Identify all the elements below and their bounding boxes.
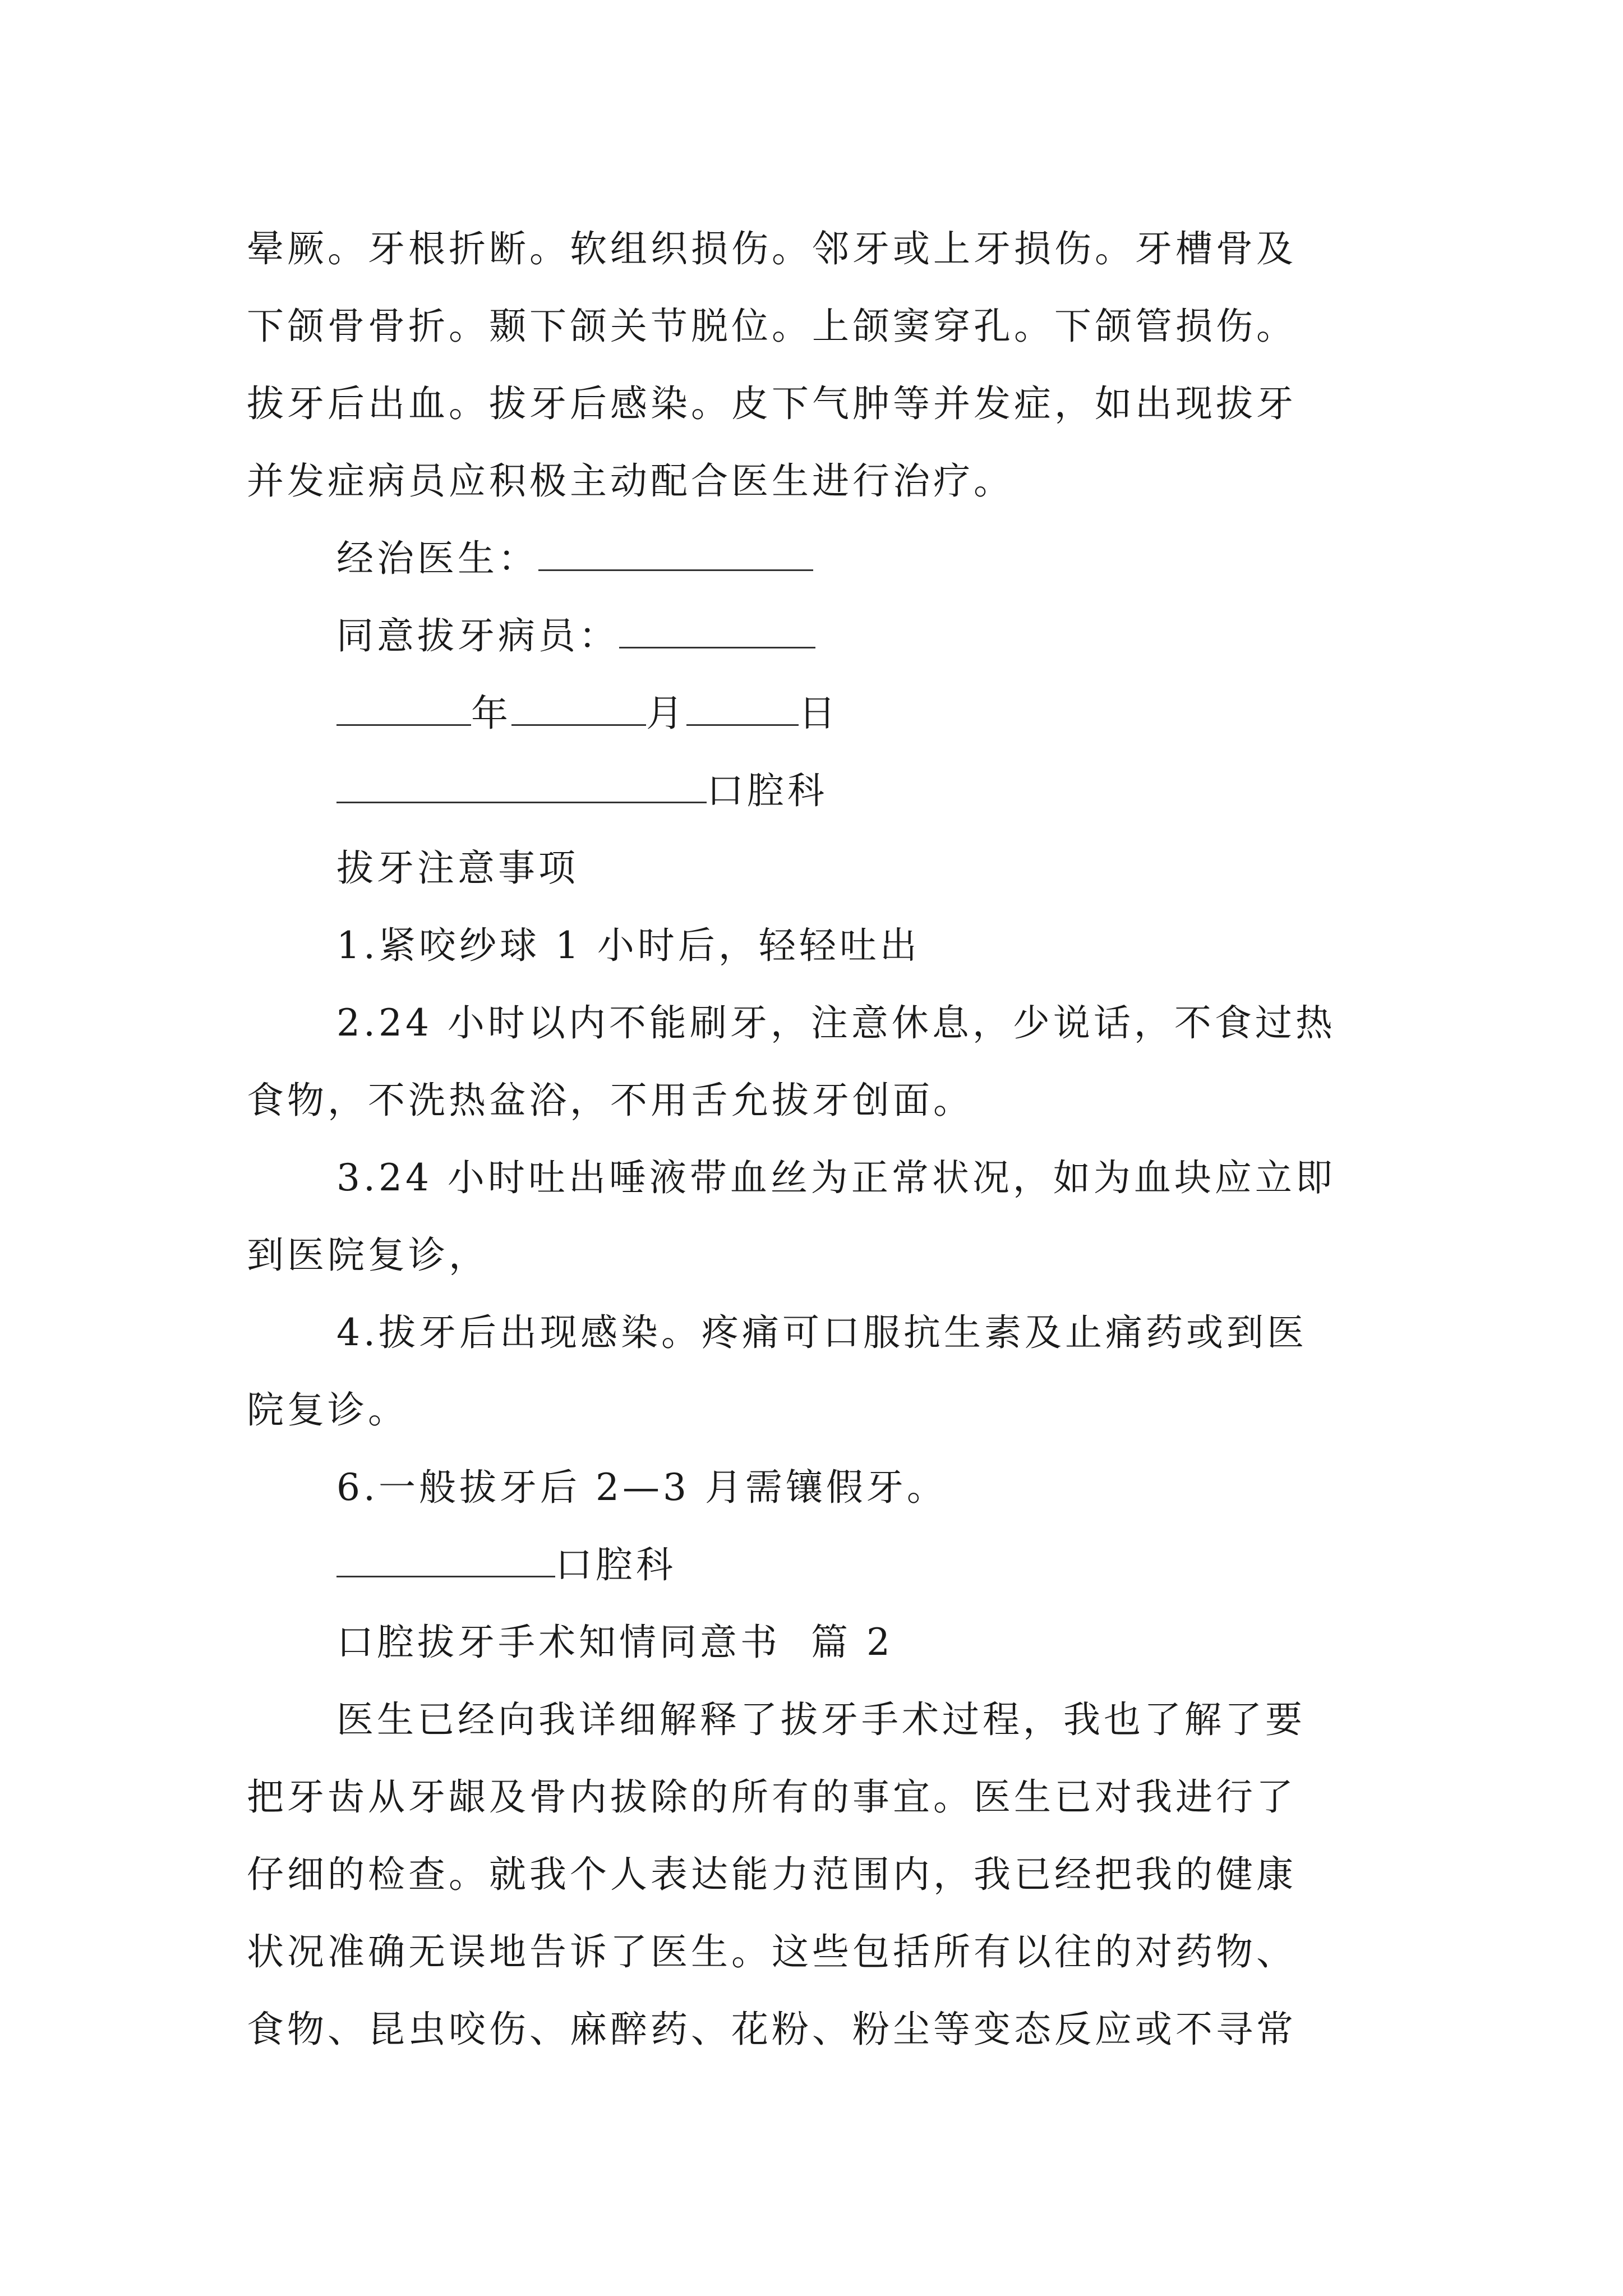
patient-label: 同意拔牙病员：	[336, 614, 619, 657]
paragraph-line: 拔牙后出血。拔牙后感染。皮下气肿等并发症，如出现拔牙	[247, 382, 1297, 425]
notes-department-blank	[336, 1541, 555, 1577]
paragraph-line: 并发症病员应积极主动配合医生进行治疗。	[247, 459, 1014, 503]
patient-signature-blank	[619, 612, 815, 648]
year-label: 年	[471, 692, 511, 735]
day-blank	[686, 689, 799, 726]
department-blank	[336, 767, 707, 803]
note-item-2: 2.24 小时以内不能刷牙，注意休息，少说话，不食过热	[336, 1001, 1336, 1045]
note-item-6: 6.一般拔牙后 2—3 月需镶假牙。	[336, 1466, 947, 1509]
note-item-4-cont: 院复诊。	[247, 1388, 408, 1432]
doctor-label: 经治医生：	[336, 537, 538, 580]
patient-signature-line	[247, 597, 1413, 675]
note-item-1: 1.紧咬纱球 1 小时后，轻轻吐出	[336, 924, 920, 967]
department-label: 口腔科	[707, 769, 828, 812]
section-paragraph-line: 仔细的检查。就我个人表达能力范围内，我已经把我的健康	[247, 1853, 1297, 1896]
notes-department-label: 口腔科	[555, 1543, 676, 1586]
section-paragraph-line: 医生已经向我详细解释了拔牙手术过程，我也了解了要	[336, 1698, 1306, 1741]
department-line	[247, 752, 1413, 830]
section-paragraph-line: 食物、昆虫咬伤、麻醉药、花粉、粉尘等变态反应或不寻常	[247, 2008, 1297, 2051]
note-item-3-cont: 到医院复诊，	[247, 1234, 489, 1277]
paragraph-line: 晕厥。牙根折断。软组织损伤。邻牙或上牙损伤。牙槽骨及	[247, 227, 1297, 270]
section-paragraph-line: 状况准确无误地告诉了医生。这些包括所有以往的对药物、	[247, 1930, 1297, 1973]
paragraph-line: 下颌骨骨折。颞下颌关节脱位。上颌窦穿孔。下颌管损伤。	[247, 305, 1297, 348]
notes-title: 拔牙注意事项	[336, 846, 579, 890]
section-heading: 口腔拔牙手术知情同意书 篇 2	[336, 1621, 893, 1664]
day-label: 日	[799, 692, 839, 735]
doctor-signature-line	[247, 520, 1413, 597]
doctor-signature-blank	[538, 535, 813, 571]
month-blank	[511, 689, 646, 726]
note-item-4: 4.拔牙后出现感染。疼痛可口服抗生素及止痛药或到医	[336, 1311, 1307, 1354]
note-item-3: 3.24 小时吐出唾液带血丝为正常状况，如为血块应立即	[336, 1156, 1336, 1199]
year-blank	[336, 689, 471, 726]
note-item-2-cont: 食物，不洗热盆浴，不用舌允拔牙创面。	[247, 1079, 974, 1122]
month-label: 月	[646, 692, 686, 735]
date-line	[247, 675, 1413, 752]
section-paragraph-line: 把牙齿从牙龈及骨内拔除的所有的事宜。医生已对我进行了	[247, 1775, 1297, 1819]
notes-department-line	[247, 1526, 1413, 1604]
document-body	[247, 210, 1413, 2068]
